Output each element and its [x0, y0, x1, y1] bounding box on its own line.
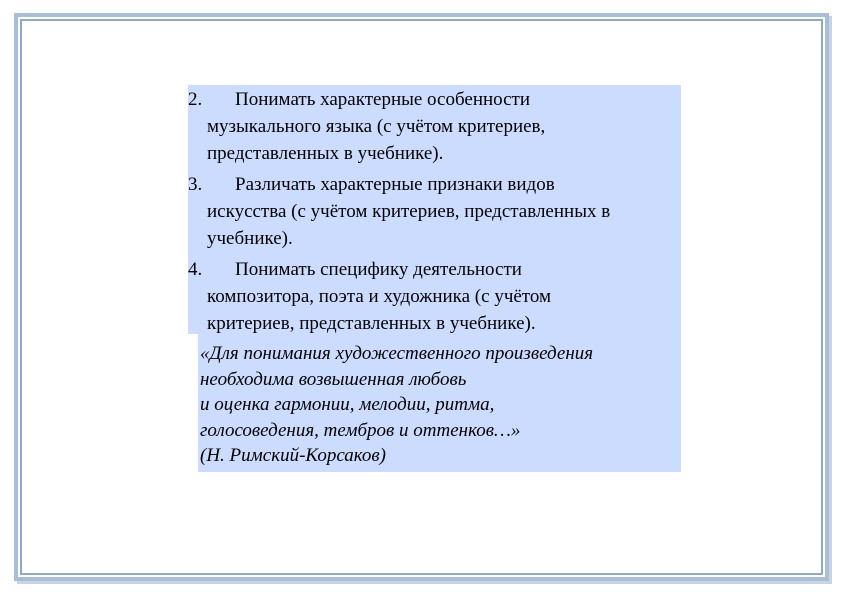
- list-item-text: Различать характерные признаки видов: [235, 174, 555, 195]
- list-item-text: критериев, представленных в учебнике).: [207, 313, 536, 334]
- list-item-text: искусства (с учётом критериев, представленных в: [207, 201, 611, 222]
- list-item: [188, 171, 681, 252]
- list-item-number: 3.: [188, 174, 203, 195]
- list-item-text: Понимать характерные особенности: [235, 89, 531, 110]
- list-item-text: композитора, поэта и художника (с учётом: [207, 286, 552, 307]
- list-item: [188, 256, 681, 337]
- quote-line: необходима возвышенная любовь: [200, 368, 467, 390]
- frame-shadow: [829, 16, 832, 584]
- quote-line: голосоведения, тембров и оттенков…»: [200, 419, 521, 441]
- quote-line: и оценка гармонии, мелодии, ритма,: [200, 394, 495, 415]
- list-item-text: музыкального языка (с учётом критериев,: [207, 116, 546, 137]
- list-item: [188, 86, 681, 167]
- frame-shadow: [17, 581, 832, 584]
- epigraph-quote: [200, 341, 681, 469]
- list-item-text: представленных в учебнике).: [207, 143, 444, 164]
- quote-author: (Н. Римский-Корсаков): [200, 445, 387, 466]
- list-item-text: Понимать специфику деятельности: [235, 259, 522, 280]
- list-item-number: 4.: [188, 259, 203, 280]
- list-item-number: 2.: [188, 89, 203, 110]
- quote-line: «Для понимания художественного произведения: [200, 343, 594, 364]
- criteria-list: [188, 86, 681, 341]
- list-item-text: учебнике).: [207, 228, 293, 249]
